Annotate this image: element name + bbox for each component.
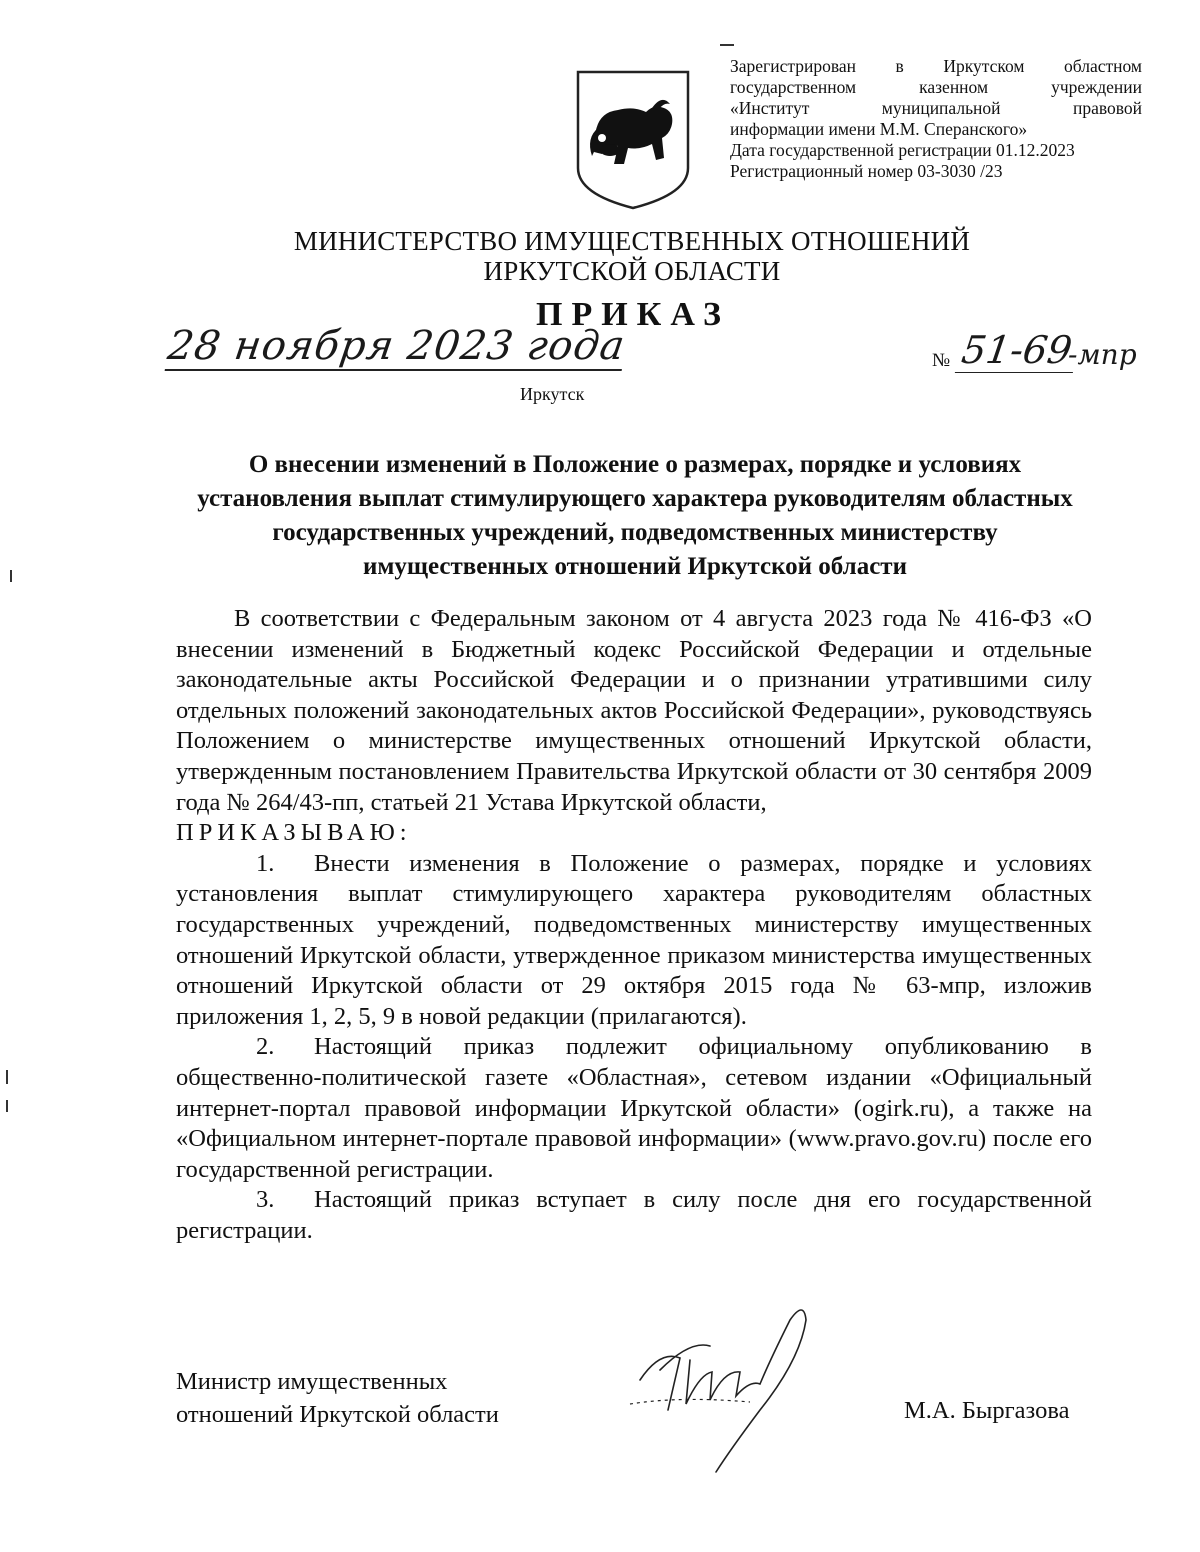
signatory-name: М.А. Быргазова xyxy=(904,1397,1070,1424)
registration-line: «Институт муниципальной правовой xyxy=(730,98,1142,118)
babr-icon xyxy=(590,100,672,164)
item-number: 2. xyxy=(256,1033,275,1061)
item-text: Внести изменения в Положение о размерах, порядке и условиях установления выплат стимулирующего характера руководителям областных государственных учреждений, подведомственных министерству имущественных отношений Иркутской области, утвержденное приказом министерства имущественных отношений Иркутской области от 29 октября 2015 года № 63-мпр, изложив приложения 1, 2, 5, 9 в новой редакции (прилагаются). xyxy=(176,849,1092,1030)
item-number: 3. xyxy=(256,1186,275,1214)
order-item xyxy=(176,1185,1092,1246)
item-text: Настоящий приказ подлежит официальному опубликованию в общественно-политической газете «Областная», сетевом издании «Официальный интернет-портал правовой информации Иркутской области» (ogirk.ru), а также на «Официальном интернет-портале правовой информации» (www.pravo.gov.ru) после его государственной регистрации. xyxy=(176,1033,1092,1183)
order-number-sign: № xyxy=(932,350,951,371)
order-item xyxy=(176,1032,1092,1185)
registration-stamp xyxy=(730,56,1142,182)
order-item xyxy=(176,849,1092,1033)
item-number: 1. xyxy=(256,849,275,877)
order-subject: О внесении изменений в Положение о размерах, порядке и условиях установления выплат стимулирующего характера руководителям областных государственных учреждений, подведомственных министерству имущественных отношений Иркутской области xyxy=(197,451,1073,580)
scan-mark xyxy=(6,1070,8,1084)
signatory-position-line2: отношений Иркутской области xyxy=(176,1401,499,1428)
registration-line: Зарегистрирован в Иркутском областном xyxy=(730,56,1142,76)
registration-line: Регистрационный номер 03-3030 /23 xyxy=(730,161,1003,181)
coat-of-arms-emblem xyxy=(574,68,692,210)
ministry-name-line2: ИРКУТСКОЙ ОБЛАСТИ xyxy=(483,256,781,286)
scan-mark xyxy=(10,570,12,582)
scan-mark xyxy=(720,44,734,46)
signatory-position xyxy=(176,1365,499,1431)
order-city: Иркутск xyxy=(520,384,585,404)
order-number-handwritten: 51-69 xyxy=(955,328,1079,373)
order-body xyxy=(176,604,1092,1246)
handwritten-signature xyxy=(620,1300,820,1490)
order-title: ПРИКАЗ xyxy=(536,296,730,333)
decree-word: ПРИКАЗЫВАЮ: xyxy=(176,819,412,847)
registration-line: государственном казенном учреждении xyxy=(730,77,1142,97)
preamble-paragraph: В соответствии с Федеральным законом от 4 августа 2023 года № 416-ФЗ «О внесении изменений в Бюджетный кодекс Российской Федерации и отдельные законодательные акты Российской Федерации и о признании утратившими силу отдельных положений законодательных актов Российской Федерации», руководствуясь Положением о министерстве имущественных отношений Иркутской области, утвержденным постановлением Правительства Иркутской области от 30 сентября 2009 года № 264/43-пп, статьей 21 Устава Иркутской области, xyxy=(176,605,1092,816)
order-number-suffix: -мпр xyxy=(1068,338,1137,371)
order-date-handwritten: 28 ноября 2023 года xyxy=(164,323,629,369)
ministry-name-line1: МИНИСТЕРСТВО ИМУЩЕСТВЕННЫХ ОТНОШЕНИЙ xyxy=(293,226,971,256)
scan-mark xyxy=(6,1100,8,1112)
signatory-position-line1: Министр имущественных xyxy=(176,1368,448,1395)
registration-line: информации имени М.М. Сперанского» xyxy=(730,119,1028,139)
item-text: Настоящий приказ вступает в силу после дня его государственной регистрации. xyxy=(176,1186,1092,1244)
registration-line: Дата государственной регистрации 01.12.2023 xyxy=(730,140,1075,160)
